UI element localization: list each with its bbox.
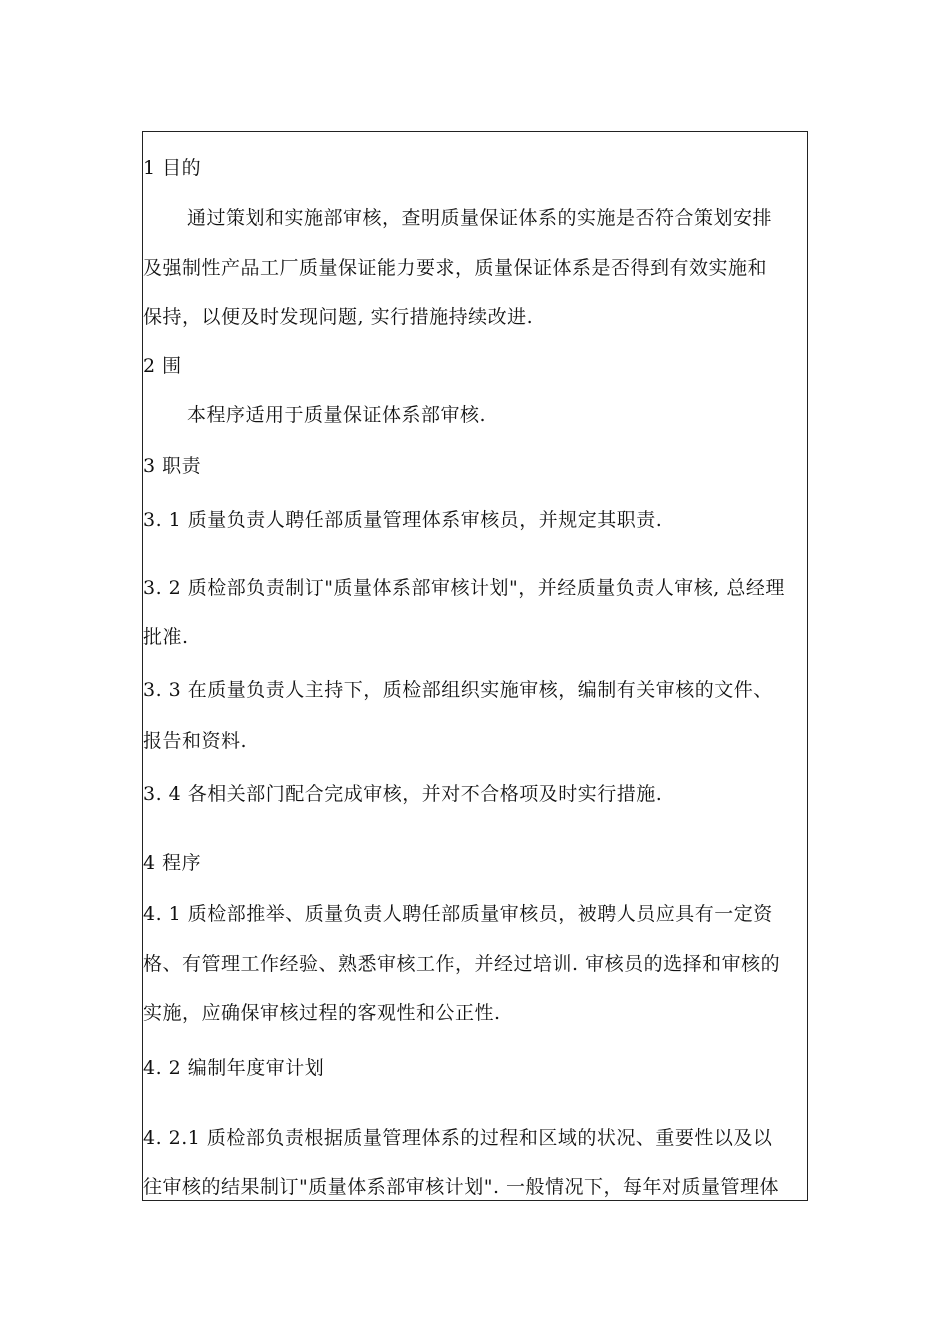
paragraph-line: 保持，以便及时发现问题, 实行措施持续改进. bbox=[143, 306, 534, 328]
clause-3-1: 3. 1 质量负责人聘任部质量管理体系审核员，并规定其职责. bbox=[143, 509, 663, 531]
border-tick bbox=[142, 798, 143, 828]
border-tick bbox=[142, 492, 143, 526]
paragraph-line: 往审核的结果制订"质量体系部审核计划". 一般情况下，每年对质量管理体 bbox=[143, 1176, 780, 1198]
paragraph-line: 实施，应确保审核过程的客观性和公正性. bbox=[143, 1002, 501, 1024]
document-frame bbox=[142, 131, 808, 1201]
section-3-heading: 3 职责 bbox=[143, 455, 202, 477]
clause-3-2: 3. 2 质检部负责制订"质量体系部审核计划"，并经质量负责人审核, 总经理 bbox=[143, 577, 785, 599]
paragraph-line: 格、有管理工作经验、熟悉审核工作，并经过培训. 审核员的选择和审核的 bbox=[143, 953, 781, 975]
border-tick bbox=[142, 1036, 143, 1080]
clause-3-4: 3. 4 各相关部门配合完成审核，并对不合格项及时实行措施. bbox=[143, 783, 663, 805]
section-4-heading: 4 程序 bbox=[143, 852, 202, 874]
section-1-heading: 1 目的 bbox=[143, 157, 202, 179]
border-tick bbox=[142, 1107, 143, 1151]
clause-4-2-1: 4. 2.1 质检部负责根据质量管理体系的过程和区域的状况、重要性以及以 bbox=[143, 1127, 773, 1149]
paragraph-line: 本程序适用于质量保证体系部审核. bbox=[187, 404, 487, 426]
clause-4-2: 4. 2 编制年度审计划 bbox=[143, 1057, 325, 1079]
paragraph-line: 报告和资料. bbox=[143, 730, 248, 752]
paragraph-line: 及强制性产品工厂质量保证能力要求，质量保证体系是否得到有效实施和 bbox=[143, 257, 768, 279]
paragraph-line: 批准. bbox=[143, 626, 189, 648]
clause-4-1: 4. 1 质检部推举、质量负责人聘任部质量审核员，被聘人员应具有一定资 bbox=[143, 903, 773, 925]
border-tick bbox=[142, 558, 143, 598]
section-2-heading: 2 围 bbox=[143, 355, 182, 377]
paragraph-line: 通过策划和实施部审核，查明质量保证体系的实施是否符合策划安排 bbox=[187, 207, 773, 229]
clause-3-3: 3. 3 在质量负责人主持下，质检部组织实施审核，编制有关审核的文件、 bbox=[143, 679, 773, 701]
